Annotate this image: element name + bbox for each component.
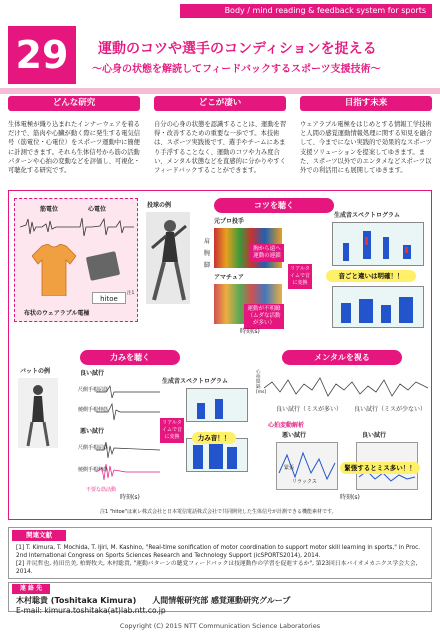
wearable-caption: 布状のウェアラブル電極 bbox=[24, 310, 90, 317]
kotsu-spectrogram-title: 生成音スペクトログラム bbox=[334, 212, 400, 219]
rikimi-bad-title: 悪い試行 bbox=[80, 428, 105, 435]
hitoe-logo: hitoe bbox=[92, 292, 126, 304]
kotsu-spectrogram-top bbox=[332, 222, 424, 266]
amateur-title: アマチュア bbox=[214, 274, 244, 281]
contact-email: E-mail: kimura.toshitaka(at)lab.ntt.co.jp bbox=[16, 606, 166, 615]
header-band bbox=[0, 88, 440, 94]
mental-chart-good: 良い試行 bbox=[362, 432, 387, 439]
section-heading-mental: メンタルを視る bbox=[282, 350, 402, 365]
section-heading-kotsu: コツを聴く bbox=[214, 198, 334, 213]
rikimi-spectrogram-note: 力み音！！ bbox=[192, 432, 236, 444]
section-heading-rikimi: 力みを聴く bbox=[80, 350, 180, 365]
mental-good-trial-2: 良い試行（ミスが少ない） bbox=[354, 406, 427, 413]
reference-item-2: [2] 井尻哲也, 持田岳美, 柏野牧夫, 木村聡貴, "運動パターンの聴覚フィードバックは技運動作の学習を促進するか", 第23回日本バイオメカニクス学会大会, 2014. bbox=[16, 561, 418, 575]
batter-photo bbox=[18, 378, 58, 448]
mental-good-trial: 良い試行（ミスが多い） bbox=[276, 406, 343, 413]
reference-item-1: [1] T. Kimura, T. Mochida, T. Ijiri, M. Kashino, "Real-time sonification of motor coordination to support motor skill learning in sports," in Proc. 2nd International Congress on Sports Sciences Research and Technology Support (icSPORTS2014), 2014. bbox=[16, 545, 421, 559]
column-text-why: 自分の心身の状態を認識することは、運動を習得・改善するための重要な一歩です。本技術は、スポーツ実践後です、選手やチームにあまり手浮することなく、運動のコツや力み度合い、メンタル状態などを直感的に分かりやすくフィードバックすることができます。 bbox=[154, 121, 287, 175]
kotsu-xlabel: 時刻(s) bbox=[240, 328, 260, 335]
rikimi-unwanted-note: 不要な筋活動 bbox=[86, 487, 117, 493]
rikimi-row-extensor-bad: 橈側手根伸筋 bbox=[78, 467, 109, 473]
biosignal-waveform bbox=[20, 216, 134, 238]
rikimi-good-title: 良い試行 bbox=[80, 370, 105, 377]
rikimi-row-flexor-bad: 尺側手根屈筋 bbox=[78, 445, 109, 451]
rikimi-spectrogram-title: 生成音スペクトログラム bbox=[162, 378, 228, 385]
ecg-label: 心電位 bbox=[88, 206, 107, 213]
mental-relax-label: リラックス bbox=[292, 479, 317, 485]
page-title: 運動のコツや選手のコンディションを捉える bbox=[98, 41, 377, 57]
contact-name: 木村聡貴 (Toshitaka Kimura) 人間情報研究部 感覚運動研究グループ bbox=[16, 596, 291, 605]
kotsu-row-shoulder: 肩 bbox=[204, 238, 211, 245]
kotsu-spectrogram-bottom bbox=[332, 286, 424, 328]
hrv-analysis-label: 心拍変動解析 bbox=[268, 422, 305, 429]
copyright: Copyright (C) 2015 NTT Communication Science Laboratories bbox=[119, 622, 321, 630]
column-text-what: 生体電極が織り込まれたインナーウェアを着るだけで、筋肉や心臓が動く際に発生する電気信号（筋電位・心電位）をスポーツ運動中に簡便に計測できます。それら生体信号から筋の活動パターンや心拍の変動などを評価し、可視化・可聴化する研究です。 bbox=[8, 121, 141, 175]
mental-xlabel: 時刻(s) bbox=[340, 494, 360, 501]
pro-pitcher-title: 元プロ投手 bbox=[214, 218, 245, 225]
rikimi-row-extensor-good: 橈側手根伸筋 bbox=[78, 407, 109, 413]
page-subtitle: 〜心身の状態を解読してフィードバックするスポーツ支援技術〜 bbox=[92, 64, 381, 75]
rikimi-xlabel: 時刻(s) bbox=[120, 494, 140, 501]
pitcher-photo bbox=[146, 212, 190, 304]
column-heading-what: どんな研究 bbox=[8, 96, 140, 111]
column-heading-why: どこが凄い bbox=[154, 96, 286, 111]
mental-ylabel: 心拍間隔[ms] bbox=[256, 370, 267, 395]
emg-label: 筋電位 bbox=[40, 206, 59, 213]
heart-rate-waveform bbox=[264, 370, 428, 406]
shirt-illustration bbox=[32, 244, 76, 296]
kotsu-realtime-arrow: リアルタイムで音に変換 bbox=[288, 264, 312, 289]
mental-chart-bad: 悪い試行 bbox=[282, 432, 307, 439]
bat-example-label: バットの例 bbox=[20, 368, 51, 375]
amateur-note: 運動が不明瞭（ムダな活動が多い） bbox=[244, 304, 284, 329]
contact-label: 連 絡 先 bbox=[12, 584, 50, 594]
column-text-future: ウェアラブル電極をはじめとする情報工学技術と人間の感覚運動情報処理に関する知見を融合して、今までにない実践的で効果的なスポーツ支援ソリューションを提案してゆきます。また、スポーツ以外でのエンタメなどスポーツ以外での利活用にも展開してゆきます。 bbox=[300, 121, 433, 175]
rikimi-spectrogram-good bbox=[186, 388, 248, 422]
rikimi-realtime-arrow: リアルタイムで音に変換 bbox=[160, 418, 184, 443]
kotsu-spectrogram-note: 音ごと違いは明確！！ bbox=[326, 270, 416, 282]
kotsu-row-leg: 脚 bbox=[204, 262, 211, 269]
mental-note: 緊張するとミス多い！！ bbox=[340, 462, 420, 474]
column-heading-future: 目指す未来 bbox=[300, 96, 432, 111]
figure-footnote: 注1 "hitoe"は東レ株式会社と日本電信電話株式会社で共同開発した生体信号が計測できる機能素材です。 bbox=[100, 509, 337, 515]
hitoe-note: 注1 bbox=[127, 291, 135, 296]
mental-tense-label: 緊張 bbox=[284, 465, 295, 471]
rikimi-row-flexor-good: 尺側手根屈筋 bbox=[78, 387, 109, 393]
kotsu-row-arm: 腕 bbox=[204, 250, 211, 257]
header-tagline: Body / mind reading & feedback system for sports bbox=[180, 4, 432, 18]
pro-note: 胸から遠へ運動の連鎖 bbox=[250, 244, 284, 262]
pitching-example-label: 投球の例 bbox=[147, 202, 172, 209]
references-list bbox=[16, 544, 426, 576]
exhibit-number: 29 bbox=[8, 26, 76, 84]
references-label: 関連文献 bbox=[12, 530, 66, 541]
